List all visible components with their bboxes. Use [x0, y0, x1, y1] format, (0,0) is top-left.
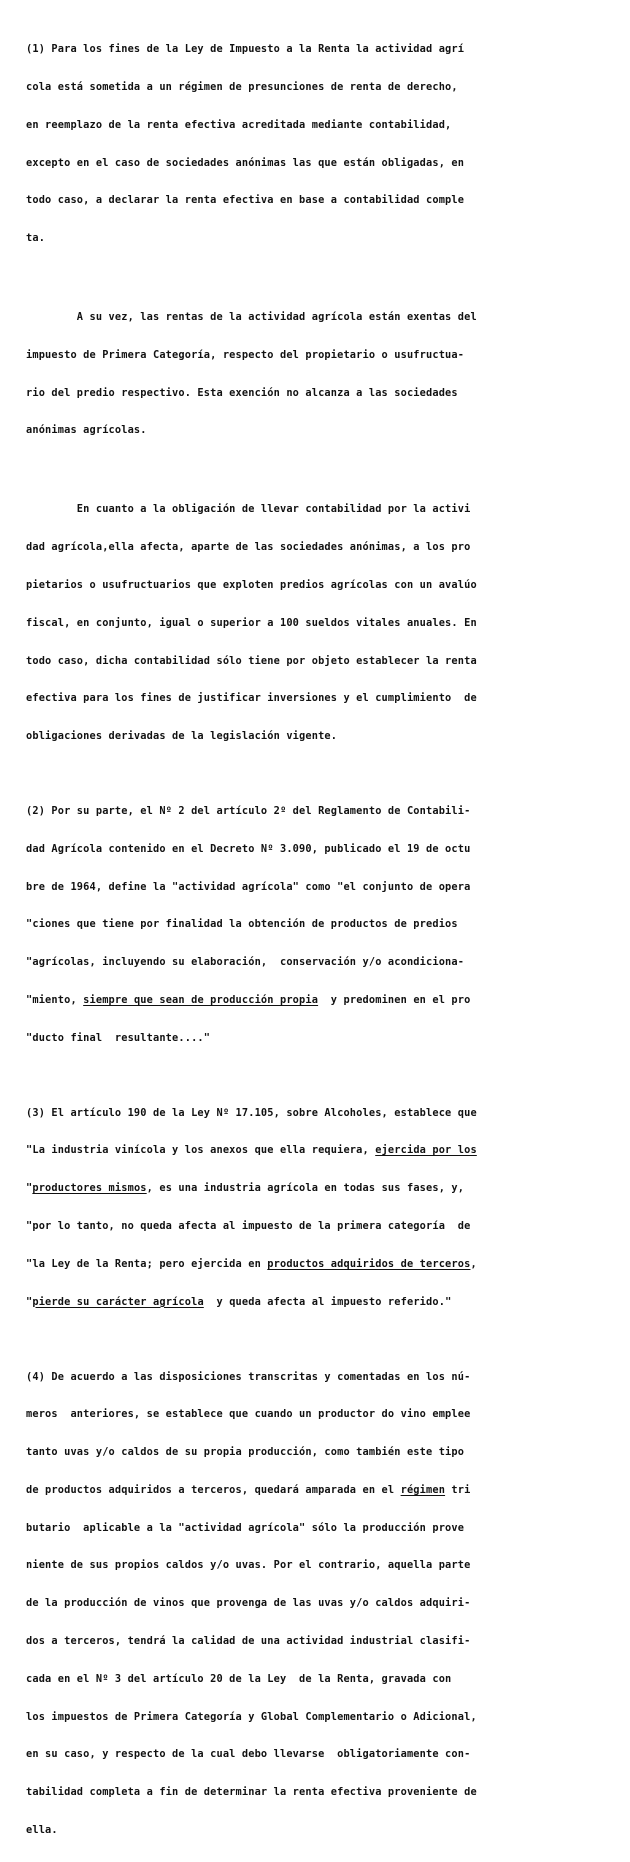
text-line: En cuanto a la obligación de llevar contabilidad por la activi	[26, 503, 471, 516]
text-line: butario aplicable a la "actividad agrícola" sólo la producción prove	[26, 1521, 465, 1534]
text-line: meros anteriores, se establece que cuando un productor do vino emplee	[26, 1408, 471, 1421]
text-line: (1) Para los fines de la Ley de Impuesto a la Renta la actividad agrí	[26, 43, 465, 56]
text-line: todo caso, a declarar la renta efectiva en base a contabilidad comple	[26, 194, 465, 207]
text-line: los impuestos de Primera Categoría y Global Complementario o Adicional,	[26, 1710, 477, 1723]
text-line-underlined	[26, 1484, 616, 1497]
underlined-phrase: productos adquiridos de terceros	[267, 1257, 471, 1270]
underlined-phrase: ejercida por los	[375, 1144, 477, 1157]
paragraph-1c	[26, 478, 616, 768]
paragraph-1b	[26, 286, 616, 462]
text-line: "ciones que tiene por finalidad la obtención de productos de predios	[26, 918, 458, 931]
text-line: en reemplazo de la renta efectiva acreditada mediante contabilidad,	[26, 118, 452, 131]
text-line: ta.	[26, 232, 46, 245]
text-line: (4) De acuerdo a las disposiciones transcritas y comentadas en los nú-	[26, 1370, 471, 1383]
text-line-underlined	[26, 1296, 616, 1309]
text-line: "agrícolas, incluyendo su elaboración, conservación y/o acondiciona-	[26, 956, 465, 969]
text-line: fiscal, en conjunto, igual o superior a 100 sueldos vitales anuales. En	[26, 616, 477, 629]
text-line: dad Agrícola contenido en el Decreto Nº 3.090, publicado el 19 de octu	[26, 842, 471, 855]
underlined-phrase: pierde su carácter agrícola	[32, 1295, 204, 1308]
text-segment: y queda afecta al impuesto referido."	[203, 1295, 452, 1308]
text-line: (2) Por su parte, el Nº 2 del artículo 2º del Reglamento de Contabili-	[26, 805, 471, 818]
text-line-underlined	[26, 1258, 616, 1271]
text-segment: de productos adquiridos a terceros, quedará amparada en el	[26, 1483, 401, 1496]
text-line: obligaciones derivadas de la legislación vigente.	[26, 730, 338, 743]
text-segment: "La industria vinícola y los anexos que ella requiera,	[26, 1144, 376, 1157]
text-line: "por lo tanto, no queda afecta al impuesto de la primera categoría de	[26, 1220, 471, 1233]
text-line: niente de sus propios caldos y/o uvas. Por el contrario, aquella parte	[26, 1559, 471, 1572]
paragraph-3	[26, 1082, 616, 1334]
text-segment: "	[26, 1182, 33, 1195]
paragraph-1	[26, 18, 616, 270]
text-line: efectiva para los fines de justificar inversiones y el cumplimiento de	[26, 692, 477, 705]
text-segment: ,	[470, 1257, 477, 1270]
text-line: en su caso, y respecto de la cual debo llevarse obligatoriamente con-	[26, 1748, 471, 1761]
paragraph-4	[26, 1345, 616, 1861]
underlined-phrase: siempre que sean de producción propia	[83, 993, 319, 1006]
text-line: bre de 1964, define la "actividad agrícola" como "el conjunto de opera	[26, 880, 471, 893]
text-line: dos a terceros, tendrá la calidad de una actividad industrial clasifi-	[26, 1635, 471, 1648]
text-segment: "la Ley de la Renta; pero ejercida en	[26, 1257, 268, 1270]
text-line: pietarios o usufructuarios que exploten predios agrícolas con un avalúo	[26, 578, 477, 591]
text-line: excepto en el caso de sociedades anónimas las que están obligadas, en	[26, 156, 465, 169]
text-line: dad agrícola,ella afecta, aparte de las sociedades anónimas, a los pro	[26, 541, 471, 554]
text-line-underlined	[26, 994, 616, 1007]
text-line-underlined	[26, 1144, 616, 1157]
text-line: A su vez, las rentas de la actividad agrícola están exentas del	[26, 311, 477, 324]
text-line: impuesto de Primera Categoría, respecto del propietario o usufructua-	[26, 348, 465, 361]
text-line: rio del predio respectivo. Esta exención no alcanza a las sociedades	[26, 386, 458, 399]
text-segment: "miento,	[26, 993, 84, 1006]
text-line: cola está sometida a un régimen de presunciones de renta de derecho,	[26, 80, 458, 93]
text-line: anónimas agrícolas.	[26, 424, 147, 437]
text-line: de la producción de vinos que provenga de las uvas y/o caldos adquiri-	[26, 1597, 471, 1610]
text-segment: , es una industria agrícola en todas sus fases, y,	[146, 1182, 465, 1195]
text-line: todo caso, dicha contabilidad sólo tiene por objeto establecer la renta	[26, 654, 477, 667]
text-line: ella.	[26, 1823, 58, 1836]
paragraph-2	[26, 780, 616, 1070]
text-segment: y predominen en el pro	[318, 993, 471, 1006]
text-line: (3) El artículo 190 de la Ley Nº 17.105, sobre Alcoholes, establece que	[26, 1106, 477, 1119]
text-line: cada en el Nº 3 del artículo 20 de la Ley de la Renta, gravada con	[26, 1672, 452, 1685]
text-line: "ducto final resultante...."	[26, 1031, 211, 1044]
text-line: tabilidad completa a fin de determinar la renta efectiva proveniente de	[26, 1786, 477, 1799]
text-line-underlined	[26, 1182, 616, 1195]
underlined-phrase: productores mismos	[32, 1182, 147, 1195]
text-segment: "	[26, 1295, 33, 1308]
text-line: tanto uvas y/o caldos de su propia producción, como también este tipo	[26, 1446, 465, 1459]
underlined-phrase: régimen	[400, 1483, 446, 1496]
text-segment: tri	[445, 1483, 471, 1496]
